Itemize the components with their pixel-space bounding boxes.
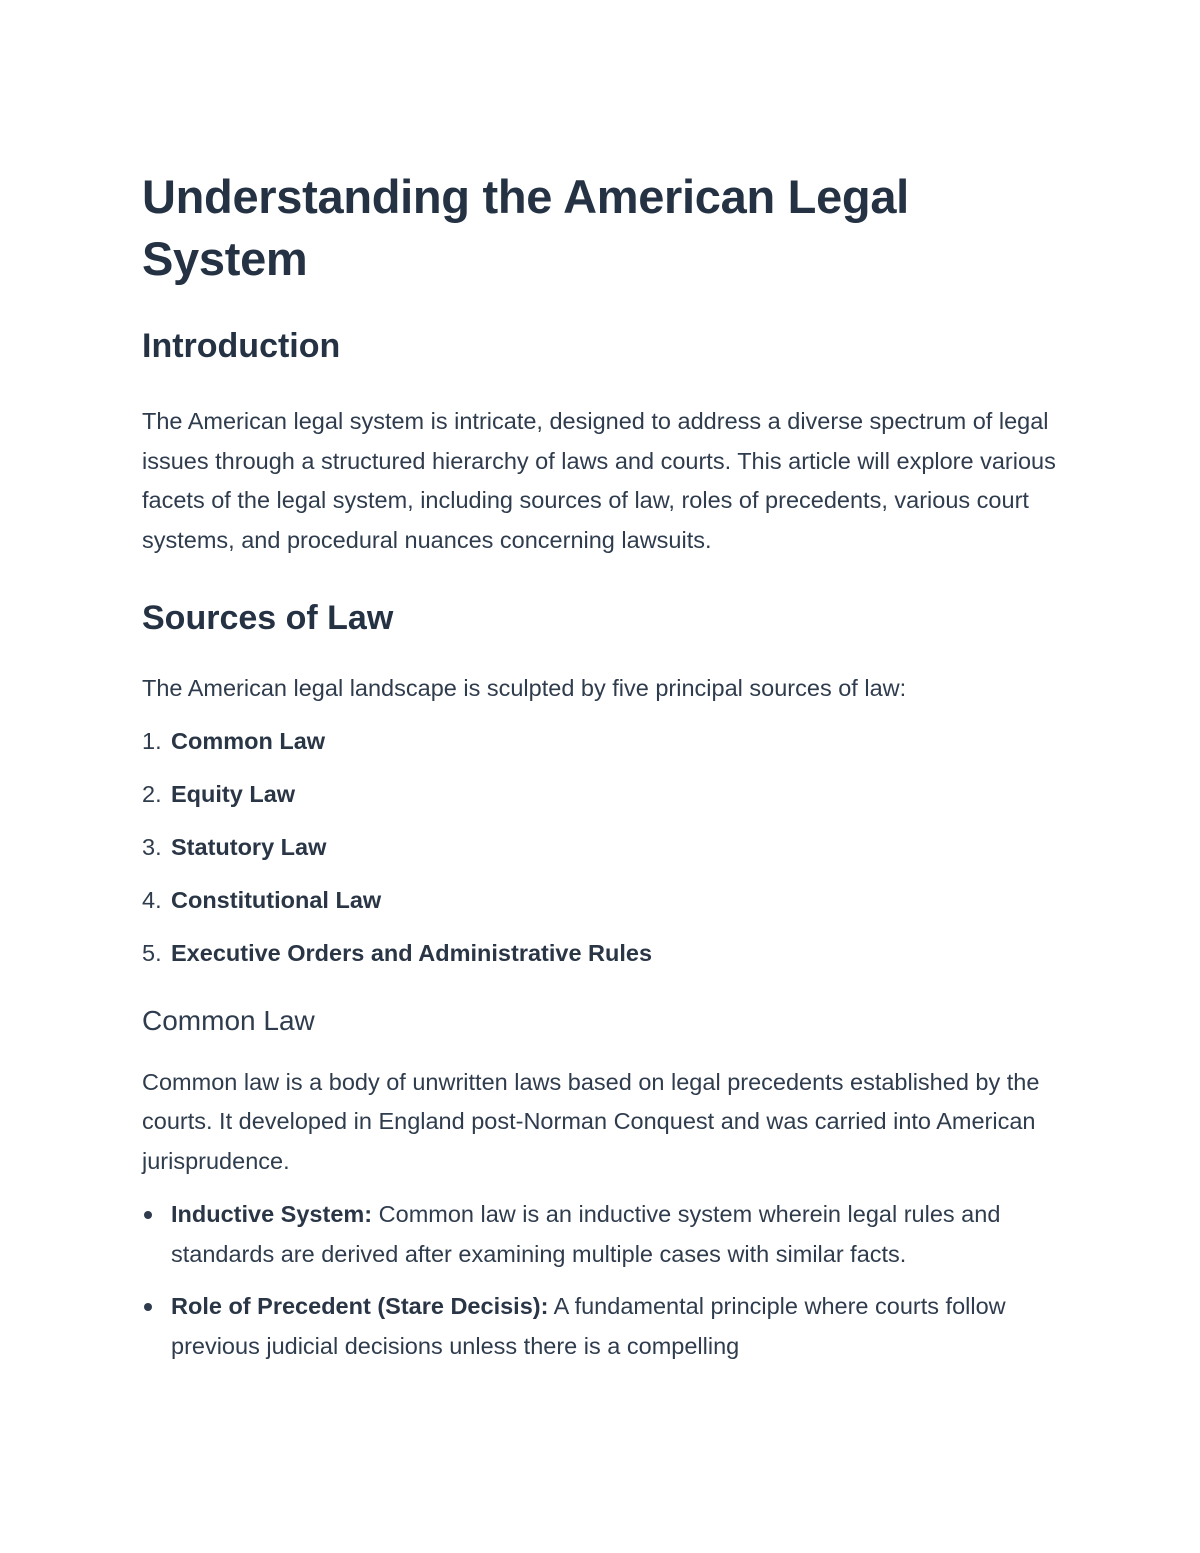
sources-of-law-heading: Sources of Law — [142, 599, 394, 637]
list-item-label: Common Law — [171, 727, 326, 754]
list-number: 5. — [142, 939, 162, 966]
introduction-heading: Introduction — [142, 327, 341, 365]
bullet-item — [142, 1195, 1062, 1274]
list-number: 3. — [142, 833, 162, 860]
list-item — [142, 776, 1062, 812]
list-item-label: Equity Law — [171, 780, 296, 807]
common-law-bullets — [142, 1195, 1062, 1366]
bullet-text: Common law is an inductive system wherein legal rules and standards are derived after examining multiple cases with similar facts. — [171, 1201, 1001, 1267]
bullet-dot-icon — [144, 1211, 152, 1219]
sources-list — [142, 723, 1062, 971]
bullet-item — [142, 1287, 1062, 1366]
list-item-label: Executive Orders and Administrative Rules — [171, 939, 653, 966]
list-item — [142, 829, 1062, 865]
list-item — [142, 935, 1062, 971]
list-item-label: Statutory Law — [171, 833, 327, 860]
list-item-label: Constitutional Law — [171, 886, 382, 913]
bullet-term: Inductive System: — [171, 1201, 373, 1227]
bullet-dot-icon — [144, 1303, 152, 1311]
document-title: Understanding the American Legal System — [142, 170, 909, 285]
list-number: 2. — [142, 780, 162, 807]
list-number: 1. — [142, 727, 162, 754]
bullet-text: A fundamental principle where courts follow previous judicial decisions unless there is a compelling — [171, 1293, 1006, 1359]
list-item — [142, 723, 1062, 759]
common-law-paragraph: Common law is a body of unwritten laws based on legal precedents established by the courts. It developed in England post-Norman Conquest and was carried into American jurisprudence. — [142, 1068, 1040, 1174]
common-law-heading: Common Law — [142, 1004, 315, 1036]
list-item — [142, 882, 1062, 918]
list-number: 4. — [142, 886, 162, 913]
sources-of-law-lead: The American legal landscape is sculpted by five principal sources of law: — [142, 675, 907, 701]
introduction-paragraph: The American legal system is intricate, designed to address a diverse spectrum of legal issues through a structured hierarchy of laws and courts. This article will explore various facets of the legal system, including sources of law, roles of precedents, various court systems, and procedural nuances concerning lawsuits. — [142, 408, 1056, 553]
document-page — [142, 166, 1062, 1379]
bullet-term: Role of Precedent (Stare Decisis): — [171, 1293, 549, 1319]
